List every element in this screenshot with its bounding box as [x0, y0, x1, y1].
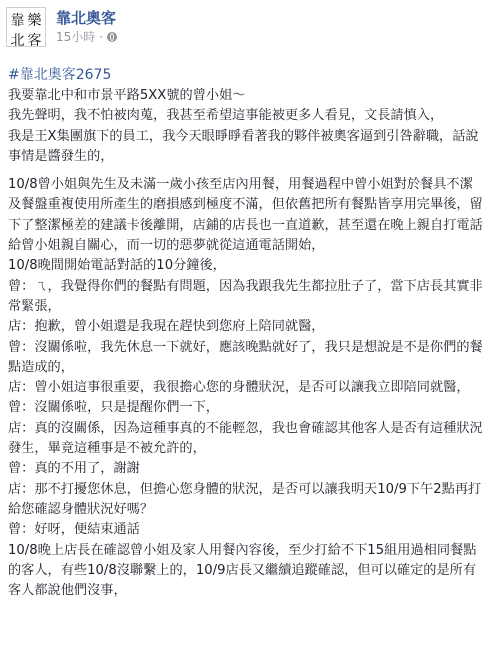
post-line: 店：那不打擾您休息，但擔心您身體的狀況，是否可以讓我明天10/9下午2點再打給您確認身體狀況好嗎？	[8, 481, 482, 517]
post-line: 曾：好呀，便結束通話	[8, 522, 140, 538]
post-line: 10/8晚上店長在確認曾小姐及家人用餐內容後，至少打給不下15組用過相同餐點的客人，有些10/8沒聯繫上的，10/9店長又繼續追蹤確認，但可以確定的是所有客人都說他們沒事，	[8, 542, 477, 599]
separator-dot: ·	[99, 29, 104, 44]
post-line: 曾：真的不用了，謝謝	[8, 461, 140, 477]
avatar-char: 客	[27, 33, 42, 49]
post-line: 我要靠北中和市景平路5XX號的曾小姐～	[8, 88, 246, 103]
hashtag-link[interactable]: #靠北奧客2675	[8, 67, 112, 83]
avatar-char: 樂	[27, 13, 42, 29]
page-avatar[interactable]	[6, 7, 46, 47]
avatar-char: 北	[10, 33, 25, 49]
post-line: 店：抱歉，曾小姐還是我現在趕快到您府上陪同就醫，	[8, 319, 325, 335]
post-body	[8, 86, 484, 601]
post-meta	[56, 9, 117, 46]
paragraph-gap	[8, 167, 484, 175]
post-timestamp[interactable]: 15小時	[56, 29, 96, 44]
post-line: 曾：ㄟ，我覺得你們的餐點有問題，因為我跟我先生都拉肚子了，當下店長其實非常緊張，	[8, 278, 483, 314]
post-line: 店：真的沒關係，因為這種事真的不能輕忽，我也會確認其他客人是否有這種狀況發生，畢竟這種事是不被允許的，	[8, 420, 483, 457]
post-line: 我先聲明，我不怕被肉蒐，我甚至希望這事能被更多人看見，文長請慎入，	[8, 108, 444, 124]
post-line: 曾：沒關係啦，只是提醒你們一下，	[8, 400, 219, 416]
avatar-char: 靠	[10, 13, 25, 29]
globe-icon	[107, 32, 117, 42]
post-line: 我是王X集團旗下的員工，我今天眼睜睜看著我的夥伴被奧客逼到引咎辭職，話說事情是醬發生的，	[8, 128, 479, 164]
post-subline	[56, 28, 117, 46]
post-line: 10/8晚間開始電話對話的10分鐘後，	[8, 258, 226, 274]
page-name-link[interactable]: 靠北奧客	[56, 8, 117, 27]
post-header	[6, 5, 117, 49]
post-line: 店：曾小姐這事很重要，我很擔心您的身體狀況，是否可以讓我立即陪同就醫，	[8, 380, 470, 396]
post-line: 曾：沒關係啦，我先休息一下就好，應該晚點就好了，我只是想說是不是你們的餐點造成的，	[8, 339, 483, 375]
post-line: 10/8曾小姐與先生及未滿一歲小孩至店內用餐，用餐過程中曾小姐對於餐具不潔及餐盤重複使用所產生的磨損感到極度不滿，但依舊把所有餐點皆享用完畢後，留下了整潔極差的建議卡後離開，店鋪的店長也一直道歉，甚至還在晚上親自打電話給曾小姐親自關心，而一切的惡夢就從這通電話開始，	[8, 177, 483, 254]
